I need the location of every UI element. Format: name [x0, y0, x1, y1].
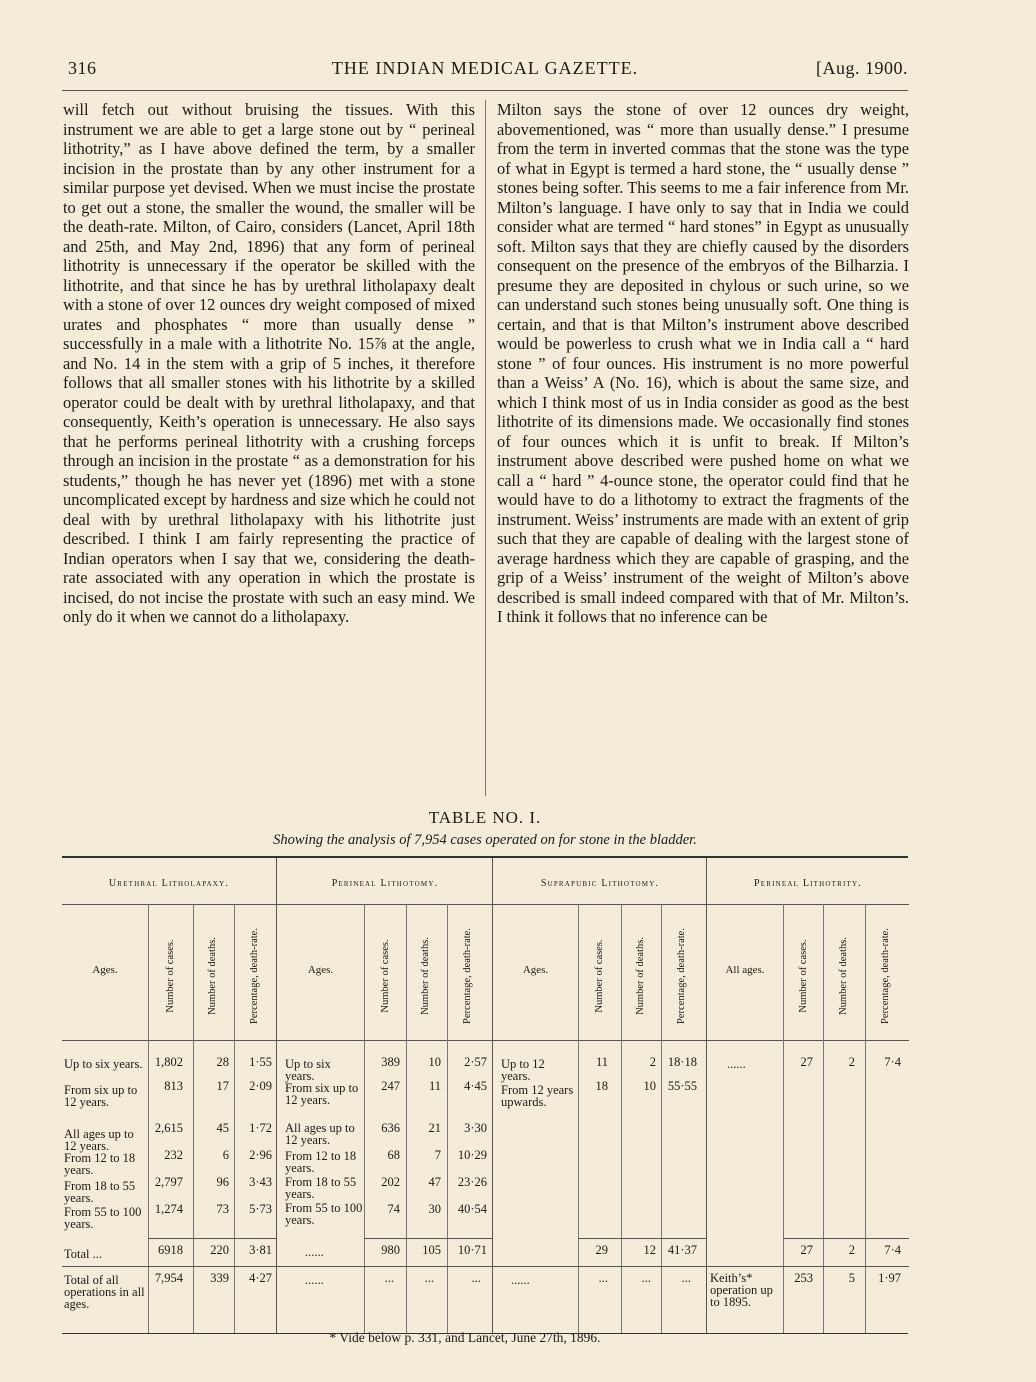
- cell-pct: 2·57: [464, 1055, 487, 1069]
- cell-pct: 3·81: [249, 1243, 272, 1257]
- cell-pct: 2·96: [249, 1148, 272, 1162]
- table-row: ......: [727, 1057, 746, 1071]
- table-row: Up to 12 years.: [501, 1057, 545, 1083]
- cell-cases: 202: [381, 1175, 400, 1189]
- section-perineal-lithotomy: [276, 858, 493, 1333]
- deaths-header: Number of deaths.: [838, 936, 849, 1015]
- cell-pct: 23·26: [457, 1175, 487, 1189]
- table-row: From six up to 12 years.: [64, 1083, 138, 1109]
- cell-deaths: ...: [424, 1271, 434, 1285]
- grand-total-row: ......: [305, 1273, 324, 1287]
- section-title: Perineal Lithotomy.: [331, 878, 439, 889]
- cell-deaths: 21: [428, 1121, 441, 1135]
- cell-pct: 10·71: [457, 1243, 487, 1257]
- table-row: Up to six years.: [285, 1057, 331, 1083]
- cell-deaths: 30: [428, 1202, 441, 1216]
- cell-pct: 18·18: [667, 1055, 697, 1069]
- cell-cases: ...: [598, 1271, 608, 1285]
- cases-header: Number of cases.: [798, 938, 809, 1013]
- cell-deaths: 339: [210, 1271, 229, 1285]
- left-column-text: will fetch out without bruising the tissues. With this instrument we are able to get a large stone out by “ perineal lithotrity,” as I have above defined the term, by a smaller incision in the prostate than by any other instrument for a similar purpose yet devised. When we must incise the prostate to get out a stone, the smaller the wound, the smaller will be the death-rate. Milton, of Cairo, considers (Lancet, April 18th and 25th, and May 2nd, 1896) that any form of perineal lithotrity is unnecessary if the operator be skilled with the lithotrite, and that since he has by urethral litholapaxy dealt with a stone of over 12 ounces dry weight composed of mixed urates and phosphates “ more than usually dense ” successfully in a male with a lithotrite No. 15⅞ at the angle, and No. 14 in the stem with a grip of 5 inches, it therefore follows that all smaller stones with his lithotrite by a skilled operator could be dealt with by urethral litholapaxy, and that consequently, Keith’s operation is unnecessary. He also says that he performs perineal lithotrity with a crushing forceps through an incision in the prostate “ as a demonstration for his students,” though he has never yet (1896) met with a stone uncomplicated except by hardness and size which he could not deal with by urethral litholapaxy with his lithotrite just described. I think I am fairly representing the practice of Indian operators when I say that we, considering the death-rate associated with any operation in which the prostate is incised, do not incise the prostate with such an easy mind. We only do it when we cannot do a litholapaxy.: [63, 100, 475, 626]
- cell-pct: 2·09: [249, 1079, 272, 1093]
- cell-deaths: 6: [222, 1148, 229, 1162]
- section-title: Urethral Litholapaxy.: [108, 878, 230, 889]
- cell-cases: 389: [381, 1055, 400, 1069]
- keith-operation-row: Keith’s* operation up to 1895.: [710, 1271, 773, 1309]
- table-row: From 55 to 100 years.: [64, 1205, 142, 1231]
- table-row: All ages up to 12 years.: [285, 1121, 355, 1147]
- grand-total-row: Total of all operations in all ages.: [64, 1273, 145, 1311]
- cell-deaths: 47: [428, 1175, 441, 1189]
- table-row: From 18 to 55 years.: [285, 1175, 357, 1201]
- cell-deaths: 2: [848, 1243, 855, 1257]
- table-row: All ages up to 12 years.: [64, 1127, 134, 1153]
- section-urethral-litholapaxy: [62, 858, 276, 1333]
- table-row: From 55 to 100 years.: [285, 1201, 363, 1227]
- cases-header: Number of cases.: [380, 938, 391, 1013]
- ages-header: Ages.: [522, 964, 549, 976]
- all-ages-header: All ages.: [725, 964, 765, 976]
- total-row: ......: [305, 1245, 324, 1259]
- cell-pct: 1·97: [878, 1271, 901, 1285]
- cell-deaths: 12: [643, 1243, 656, 1257]
- cell-deaths: 45: [216, 1121, 229, 1135]
- cell-deaths: 17: [216, 1079, 229, 1093]
- deaths-header: Number of deaths.: [420, 936, 431, 1015]
- cell-deaths: 10: [643, 1079, 656, 1093]
- pct-header: Percentage, death-rate.: [249, 927, 260, 1024]
- cell-deaths: 2: [848, 1055, 855, 1069]
- cell-deaths: 105: [422, 1243, 441, 1257]
- header-rule: [62, 90, 908, 91]
- right-column-text: Milton says the stone of over 12 ounces dry weight, abovementioned, was “ more than usually dense.” I presume from the term in inverted commas that the stone was the type of what in Egypt is termed a hard stone, the “ usually dense ” stones being softer. This seems to me a fair inference from Mr. Milton’s language. I have only to say that in India we could consider what are termed “ hard stones” in Egypt as unusually soft. Milton says that they are chiefly caused by the disorders consequent on the presence of the embryos of the Bilharzia. I presume they are deposited in chylous or such urine, so we can understand such stones being unusually soft. One thing is certain, and that is that Milton’s instrument above described would be powerless to crush what we in India call a “ hard stone ” of four ounces. His instrument is no more powerful than a Weiss’ A (No. 16), which is about the same size, and which I think most of us in India consider as good as the best lithotrite of its dimensions made. We occasionally find stones of four ounces which it is unfit to break. If Milton’s instrument above described were pushed home on what we call a “ hard ” 4-ounce stone, the operator could find that he would have to do a lithotomy to extract the fragments of the instrument. Weiss’ instruments are made with an extent of grip such that they are capable of dealing with the largest stone of average hardness which they are capable of grasping, and the grip of a Weiss’ instrument of the weight of Milton’s above described is small indeed compared with that of Mr. Milton’s. I think it follows that no inference can be: [497, 100, 909, 626]
- cases-header: Number of cases.: [165, 938, 176, 1013]
- cell-cases: 1,802: [154, 1055, 183, 1069]
- cell-cases: 253: [794, 1271, 813, 1285]
- cell-cases: 247: [381, 1079, 400, 1093]
- table-row: From six up to 12 years.: [285, 1081, 359, 1107]
- cell-cases: 636: [381, 1121, 400, 1135]
- footnote: * Vide below p. 331, and Lancet, June 27th, 1896.: [329, 1330, 601, 1345]
- table-row: From 12 years upwards.: [501, 1083, 574, 1109]
- cell-pct: 1·72: [249, 1121, 272, 1135]
- cell-pct: 4·45: [464, 1079, 487, 1093]
- cell-deaths: ...: [641, 1271, 651, 1285]
- cell-pct: 40·54: [457, 1202, 487, 1216]
- cell-pct: 4·27: [249, 1271, 272, 1285]
- cell-cases: 27: [800, 1243, 813, 1257]
- cell-cases: 68: [387, 1148, 400, 1162]
- cell-deaths: 220: [210, 1243, 229, 1257]
- table-title: TABLE NO. I.: [428, 808, 542, 827]
- section-title: Suprapubic Lithotomy.: [540, 878, 660, 889]
- cell-cases: 2,615: [154, 1121, 183, 1135]
- ages-header: Ages.: [307, 964, 334, 976]
- left-column: [63, 100, 475, 627]
- cell-cases: 6918: [158, 1243, 183, 1257]
- cell-pct: 55·55: [667, 1079, 697, 1093]
- cell-deaths: 11: [428, 1079, 441, 1093]
- grand-total-row: ......: [511, 1273, 530, 1287]
- table-row: From 18 to 55 years.: [64, 1179, 136, 1205]
- deaths-header: Number of deaths.: [207, 936, 218, 1015]
- cell-pct: 3·30: [464, 1121, 487, 1135]
- cell-deaths: 5: [848, 1271, 855, 1285]
- cell-pct: 10·29: [457, 1148, 487, 1162]
- cell-pct: 5·73: [249, 1202, 272, 1216]
- cell-pct: ...: [681, 1271, 691, 1285]
- table-row: Up to six years.: [64, 1057, 143, 1071]
- cell-deaths: 96: [216, 1175, 229, 1189]
- section-title: Perineal Lithotrity.: [754, 878, 862, 889]
- cell-cases: 27: [800, 1055, 813, 1069]
- issue-date: [Aug. 1900.: [816, 58, 908, 78]
- deaths-header: Number of deaths.: [635, 936, 646, 1015]
- column-divider: [485, 100, 486, 796]
- section-perineal-lithotrity: [706, 858, 909, 1333]
- cell-cases: 7,954: [154, 1271, 183, 1285]
- pct-header: Percentage, death-rate.: [462, 927, 473, 1024]
- cell-cases: 2,797: [154, 1175, 183, 1189]
- cell-cases: 813: [164, 1079, 183, 1093]
- section-suprapubic-lithotomy: [492, 858, 707, 1333]
- ages-header: Ages.: [92, 964, 118, 976]
- cell-deaths: 2: [649, 1055, 656, 1069]
- right-column: [497, 100, 909, 627]
- running-header: [62, 58, 908, 86]
- page-number: 316: [68, 58, 97, 78]
- cell-pct: 7·4: [884, 1055, 901, 1069]
- cell-cases: 18: [595, 1079, 608, 1093]
- cell-pct: 7·4: [884, 1243, 901, 1257]
- cell-cases: 29: [595, 1243, 608, 1257]
- cell-deaths: 7: [434, 1148, 441, 1162]
- cell-pct: 1·55: [249, 1055, 272, 1069]
- cell-cases: 74: [387, 1202, 400, 1216]
- cell-cases: 232: [164, 1148, 183, 1162]
- pct-header: Percentage, death-rate.: [676, 927, 687, 1024]
- stone-analysis-table: [62, 856, 908, 1334]
- cell-pct: 3·43: [249, 1175, 272, 1189]
- table-caption: Showing the analysis of 7,954 cases operated on for stone in the bladder.: [273, 832, 697, 848]
- cell-pct: ...: [471, 1271, 481, 1285]
- total-row: Total ...: [64, 1247, 103, 1261]
- cell-deaths: 10: [428, 1055, 441, 1069]
- cases-header: Number of cases.: [594, 938, 605, 1013]
- table-row: From 12 to 18 years.: [64, 1151, 136, 1177]
- cell-cases: 11: [595, 1055, 608, 1069]
- table-row: From 12 to 18 years.: [285, 1149, 357, 1175]
- pct-header: Percentage, death-rate.: [880, 927, 891, 1024]
- cell-deaths: 73: [216, 1202, 229, 1216]
- cell-cases: 980: [381, 1243, 400, 1257]
- cell-pct: 41·37: [667, 1243, 697, 1257]
- cell-deaths: 28: [216, 1055, 229, 1069]
- cell-cases: 1,274: [154, 1202, 183, 1216]
- cell-cases: ...: [384, 1271, 394, 1285]
- journal-title: THE INDIAN MEDICAL GAZETTE.: [331, 58, 639, 78]
